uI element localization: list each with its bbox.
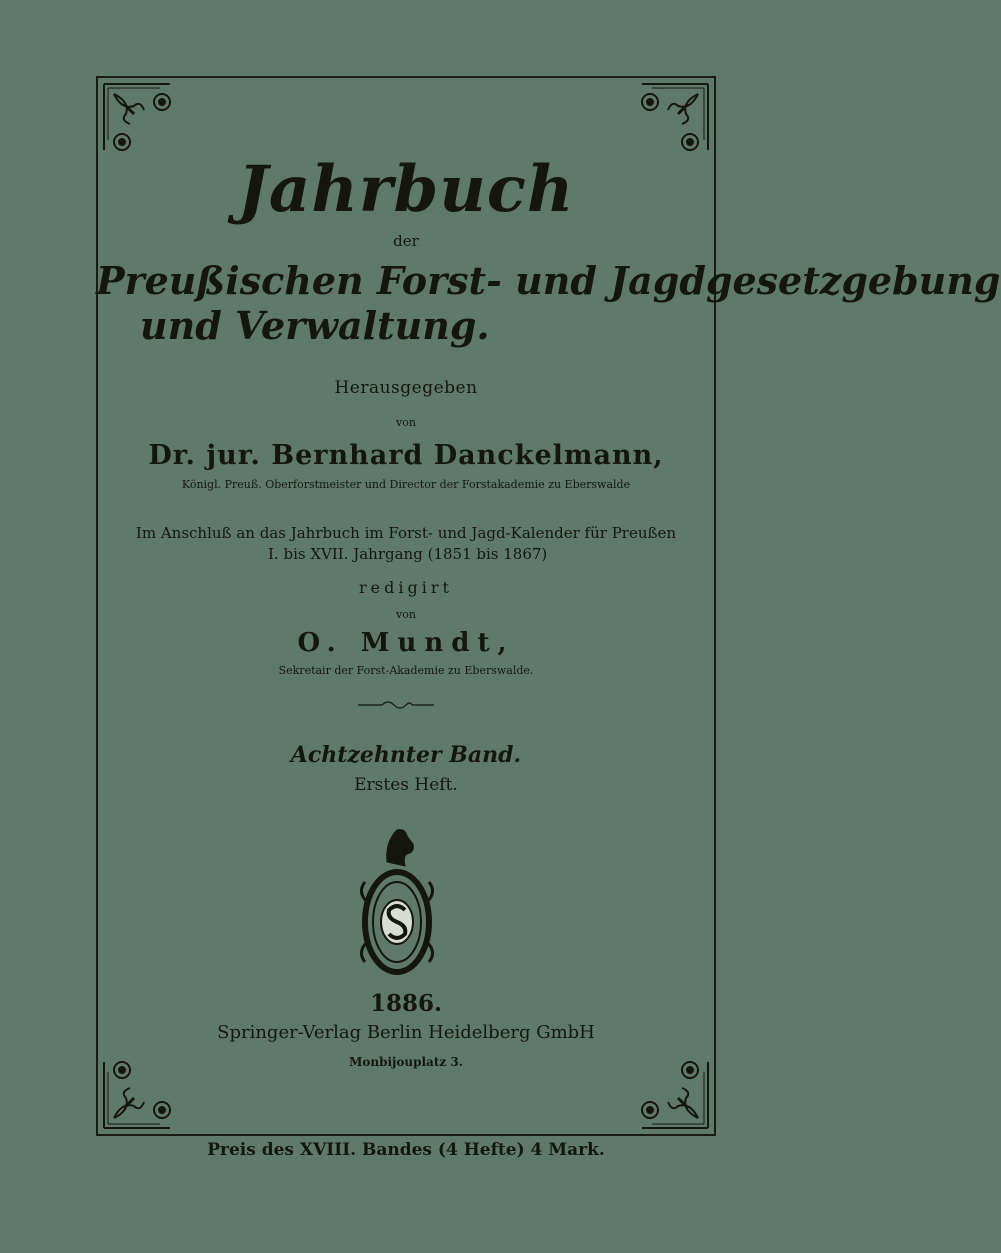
editor-name: Dr. jur. Bernhard Danckelmann, xyxy=(148,440,664,471)
book-title: Jahrbuch xyxy=(237,152,575,227)
publisher-name: Springer-Verlag Berlin Heidelberg GmbH xyxy=(217,1022,595,1043)
anschluss-line-2: I. bis XVII. Jahrgang (1851 bis 1867) xyxy=(268,545,548,563)
redaktor-role: Sekretair der Forst-Akademie zu Eberswalde. xyxy=(278,664,534,677)
divider-ornament-icon xyxy=(356,698,436,712)
corner-ornament-icon xyxy=(632,80,712,160)
editor-role: Königl. Preuß. Oberforstmeister und Director der Forstakademie zu Eberswalde xyxy=(181,478,631,491)
publication-year: 1886. xyxy=(369,990,443,1017)
von-label-2: von xyxy=(396,608,416,621)
title-connector: der xyxy=(393,232,419,250)
price-line: Preis des XVIII. Bandes (4 Hefte) 4 Mark. xyxy=(207,1140,605,1160)
publisher-address: Monbijouplatz 3. xyxy=(349,1055,463,1069)
anschluss-line-1: Im Anschluß an das Jahrbuch im Forst- und Jagd-Kalender für Preußen xyxy=(135,524,677,542)
corner-ornament-icon xyxy=(100,80,180,160)
issue-label: Erstes Heft. xyxy=(354,775,458,795)
redaktor-name: O. Mundt, xyxy=(297,628,515,658)
von-label: von xyxy=(396,416,416,429)
publisher-emblem-icon xyxy=(357,822,437,980)
herausgegeben-label: Herausgegeben xyxy=(334,378,478,398)
volume-label: Achtzehnter Band. xyxy=(290,742,522,768)
redigirt-label: redigirt xyxy=(359,578,453,597)
subtitle-line-2: und Verwaltung. xyxy=(140,303,490,348)
subtitle-line-1: Preußischen Forst- und Jagdgesetzgebung xyxy=(96,258,1001,303)
